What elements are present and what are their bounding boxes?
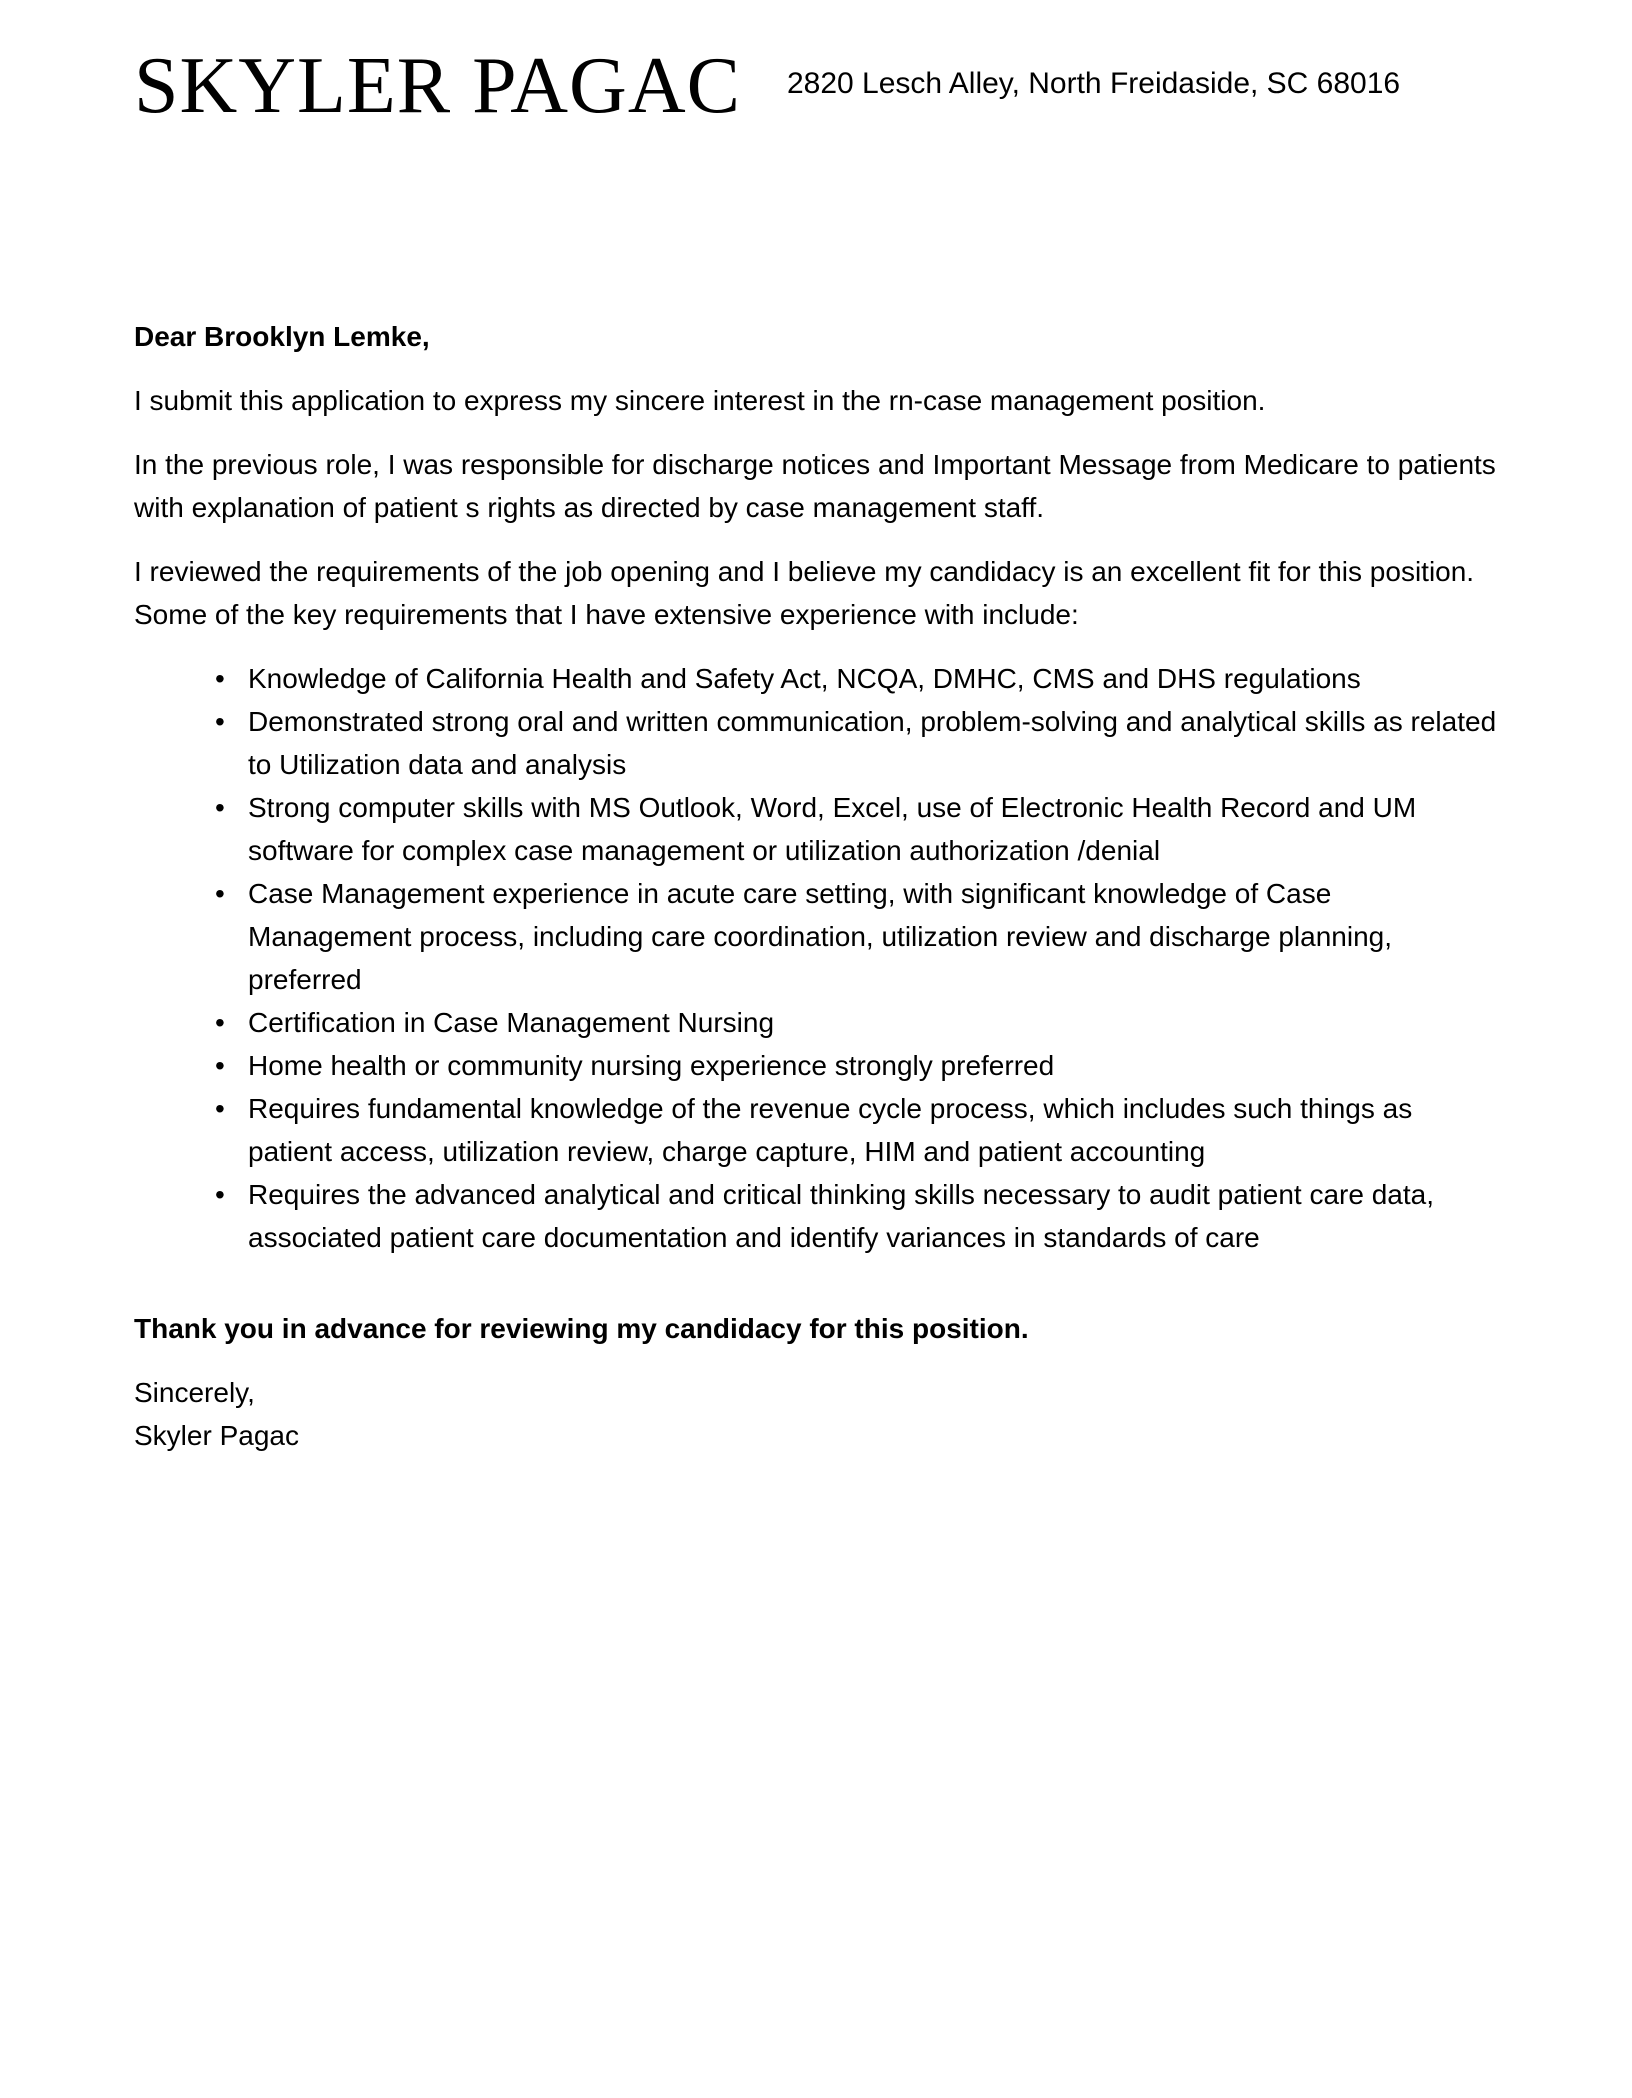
closing-word: Sincerely,	[134, 1377, 255, 1408]
letterhead	[0, 40, 1632, 132]
list-item: • Home health or community nursing experience strongly preferred	[248, 1044, 1498, 1087]
applicant-address: 2820 Lesch Alley, North Freidaside, SC 68016	[786, 67, 1401, 100]
thank-you-line: Thank you in advance for reviewing my candidacy for this position.	[134, 1313, 1029, 1344]
list-item: • Knowledge of California Health and Safety Act, NCQA, DMHC, CMS and DHS regulations	[248, 657, 1498, 700]
list-item: • Strong computer skills with MS Outlook, Word, Excel, use of Electronic Health Record and UM software for complex case management or utilization authorization /denial	[248, 786, 1498, 872]
signature-name: Skyler Pagac	[134, 1420, 299, 1451]
paragraph-intro: I submit this application to express my sincere interest in the rn-case management position.	[134, 385, 1266, 416]
applicant-name: SKYLER PAGAC	[134, 42, 741, 130]
letter-body	[0, 315, 1632, 1457]
salutation: Dear Brooklyn Lemke,	[134, 321, 430, 352]
list-item: • Certification in Case Management Nursing	[248, 1001, 1498, 1044]
paragraph-requirements-lead: I reviewed the requirements of the job opening and I believe my candidacy is an excellent fit for this position. Some of the key requirements that I have extensive experience with include:	[134, 556, 1475, 630]
list-item: • Requires fundamental knowledge of the revenue cycle process, which includes such things as patient access, utilization review, charge capture, HIM and patient accounting	[248, 1087, 1498, 1173]
list-item: • Demonstrated strong oral and written communication, problem-solving and analytical skills as related to Utilization data and analysis	[248, 700, 1498, 786]
requirements-list	[134, 657, 1498, 1259]
paragraph-previous-role: In the previous role, I was responsible for discharge notices and Important Message from Medicare to patients with explanation of patient s rights as directed by case management staff.	[134, 449, 1496, 523]
list-item: • Requires the advanced analytical and critical thinking skills necessary to audit patient care data, associated patient care documentation and identify variances in standards of care	[248, 1173, 1498, 1259]
list-item: • Case Management experience in acute care setting, with significant knowledge of Case Management process, including care coordination, utilization review and discharge planning, preferred	[248, 872, 1498, 1001]
